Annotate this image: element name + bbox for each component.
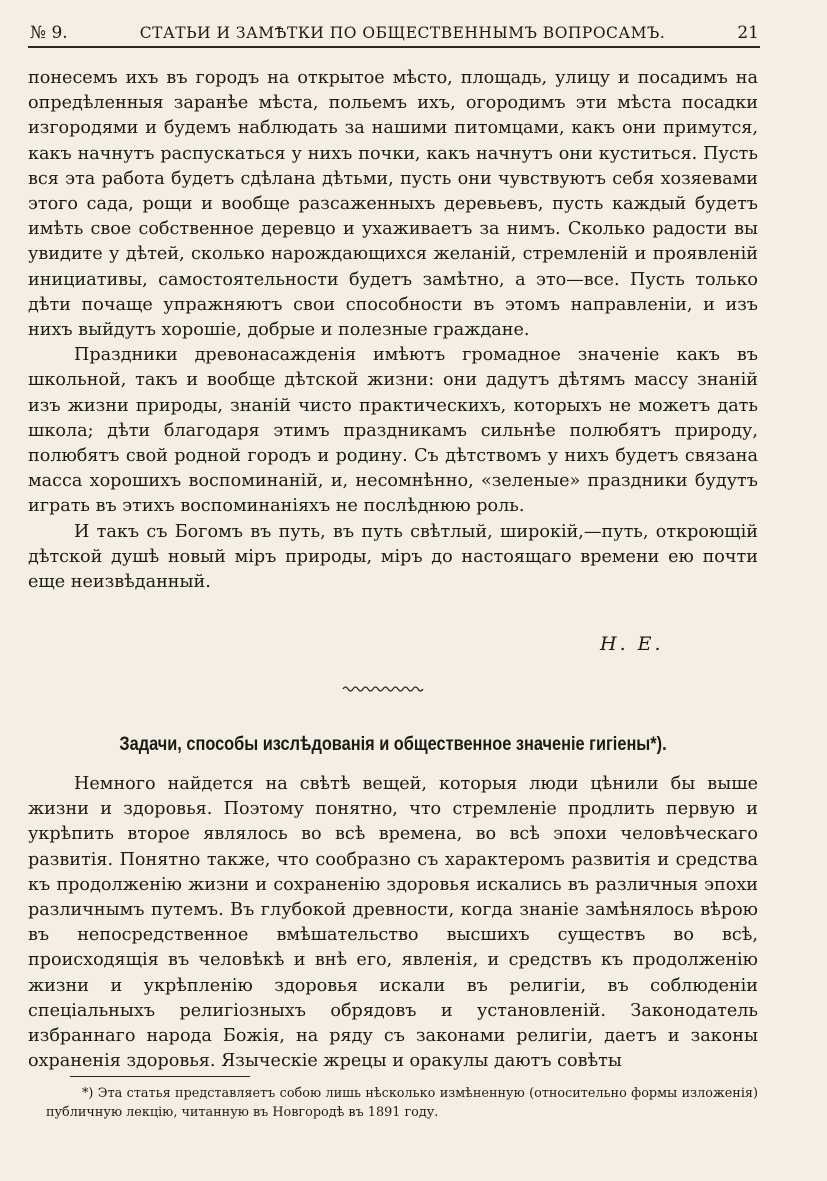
paragraph: Праздники древонасажденія имѣютъ громадное значеніе какъ въ школьной, такъ и вообще дѣтской жизни: они дадутъ дѣтямъ массу знаній изъ жизни природы, знаній чисто практическихъ, которыхъ не можетъ дать школа; дѣти благодаря этимъ праздникамъ сильнѣе полюбятъ природу, полюбятъ свой родной городъ и родину. Съ дѣтствомъ у нихъ будетъ связана масса хорошихъ воспоминаній, и, несомнѣнно, «зеленые» праздники будутъ играть въ этихъ воспоминаніяхъ не послѣднюю роль. xyxy=(28,345,758,517)
footnote-rule xyxy=(70,1076,250,1077)
header-rule xyxy=(28,46,760,48)
running-header xyxy=(30,18,759,48)
article-title: Задачи, способы изслѣдованія и общественное значеніе гигіены*). xyxy=(119,734,667,755)
article-continuation xyxy=(28,66,758,595)
page-number: 21 xyxy=(737,23,759,43)
author-signature: Н. Е. xyxy=(600,633,664,655)
issue-number: № 9. xyxy=(30,23,68,43)
paragraph: понесемъ ихъ въ городъ на открытое мѣсто, площадь, улицу и посадимъ на опредѣленныя заранѣе мѣста, польемъ ихъ, огородимъ эти мѣста посадки изгородями и будемъ наблюдать за нашими питомцами, какъ они примутся, какъ начнутъ распускаться у нихъ почки, какъ начнутъ они куститься. Пусть вся эта работа будетъ сдѣлана дѣтьми, пусть они чувствуютъ себя хозяевами этого сада, рощи и вообще разсаженныхъ деревьевъ, пусть каждый будетъ имѣть свое собственное деревцо и ухаживаетъ за нимъ. Сколько радости вы увидите у дѣтей, сколько нарождающихся желаній, стремленій и проявленій инициативы, самостоятельности будетъ замѣтно, а это—все. Пусть только дѣти почаще упражняютъ свои способности въ этомъ направленіи, и изъ нихъ выйдутъ хорошіе, добрые и полезные граждане. xyxy=(28,68,758,341)
wavy-divider-icon xyxy=(342,683,424,695)
paragraph: И такъ съ Богомъ въ путь, въ путь свѣтлый, широкій,—путь, откроющій дѣтской душѣ новый міръ природы, міръ до настоящаго времени ею почти еще неизвѣданный. xyxy=(28,521,758,593)
article-body xyxy=(28,772,758,1074)
paragraph: Немного найдется на свѣтѣ вещей, которыя люди цѣнили бы выше жизни и здоровья. Поэтому понятно, что стремленіе продлить первую и укрѣпить второе являлось во всѣ времена, во всѣ эпохи человѣческаго развитія. Понятно также, что сообразно съ характеромъ развитія и средства къ продолженію жизни и сохраненію здоровья искались въ различныя эпохи различнымъ путемъ. Въ глубокой древности, когда знаніе замѣнялось вѣрою въ непосредственное вмѣшательство высшихъ существъ во всѣ, происходящія въ человѣкѣ и внѣ его, явленія, и средствъ къ продолженію жизни и укрѣпленію здоровья искали въ религіи, въ соблюденіи спеціальныхъ религіозныхъ обрядовъ и установленій. Законодатель избраннаго народа Божія, на ряду съ законами религіи, даетъ и законы охраненія здоровья. Языческіе жрецы и оракулы даютъ совѣты xyxy=(28,774,758,1072)
section-heading: СТАТЬИ И ЗАМѢТКИ ПО ОБЩЕСТВЕННЫМЪ ВОПРОСАМЪ. xyxy=(139,24,666,42)
footnote: *) Эта статья представляетъ собою лишь нѣсколько измѣненную (относительно формы изложенія) публичную лекцію, читанную въ Новгородѣ въ 1891 году. xyxy=(46,1086,758,1120)
